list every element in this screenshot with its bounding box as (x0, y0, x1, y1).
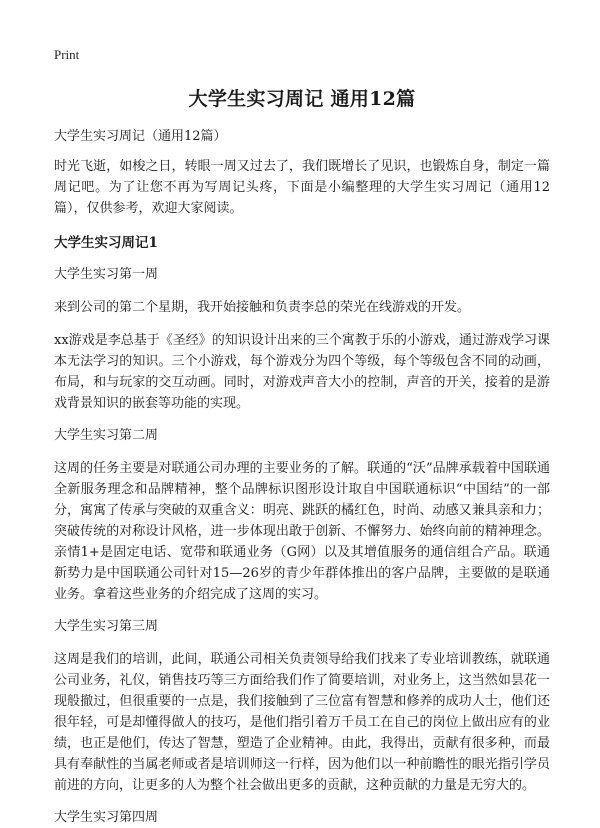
week1-paragraph-2: xx游戏是李总基于《圣经》的知识设计出来的三个寓教于乐的小游戏，通过游戏学习课本无法学习的知识。三个小游戏，每个游戏分为四个等级，每个等级包含不同的动画，布局，和与玩家的交互动画。同时，对游戏声音大小的控制，声音的开关，接着的是游戏背景知识的嵌套等功能的实现。 (54, 333, 550, 411)
page-title: 大学生实习周记 通用12篇 (188, 88, 416, 110)
document-subtitle: 大学生实习周记（通用12篇） (54, 129, 227, 144)
intro-paragraph: 时光飞逝，如梭之日，转眼一周又过去了，我们既增长了见识，也锻炼自身，制定一篇周记吧。为了让您不再为写周记头疼，下面是小编整理的大学生实习周记（通用12篇），仅供参考，欢迎大家阅读。 (54, 159, 550, 216)
week-heading-2: 大学生实习第二周 (54, 428, 159, 443)
week-heading-3: 大学生实习第三周 (54, 619, 159, 634)
print-link[interactable]: Print (54, 47, 80, 62)
section-heading: 大学生实习周记1 (54, 235, 158, 251)
week2-paragraph-1: 这周的任务主要是对联通公司办理的主要业务的了解。联通的“沃”品牌承载着中国联通全新服务理念和品牌精神，整个品牌标识图形设计取自中国联通标识“中国结”的一部分，寓寓了传承与突破的双重含义：明亮、跳跃的橘红色，时尚、动感又兼具亲和力；突破传统的对称设计风格，进一步体现出敢于创新、不懈努力、始终向前的精神理念。亲情1+是固定电话、宽带和联通业务（G网）以及其增值服务的通信组合产品。联通新势力是中国联通公司针对15—26岁的青少年群体推出的客户品牌，主要做的是联通业务。拿着这些业务的介绍完成了这周的实习。 (54, 461, 550, 602)
week-heading-4: 大学生实习第四周 (54, 810, 159, 825)
week-heading-1: 大学生实习第一周 (54, 267, 159, 282)
week1-paragraph-1: 来到公司的第二个星期，我开始接触和负责李总的荣光在线游戏的开发。 (54, 300, 471, 315)
week3-paragraph-1: 这周是我们的培训，此间，联通公司相关负责领导给我们找来了专业培训教练，就联通公司业务，礼仪，销售技巧等三方面给我们作了简要培训，对业务上，这当然如昙花一现般撤过，但很重要的一点是，我们接触到了三位富有智慧和修养的成功人士，他们还很年轻，可是却懂得做人的技巧，是他们指引着万千员工在自己的岗位上做出应有的业绩，也正是他们，传达了智慧，塑造了企业精神。由此，我得出，贡献有很多种，而最具有奉献性的当属老师或者是培训师这一行样，因为他们以一种前瞻性的眼光指引学员前进的方向，让更多的人为整个社会做出更多的贡献，这种贡献的力量是无穷大的。 (54, 652, 550, 793)
